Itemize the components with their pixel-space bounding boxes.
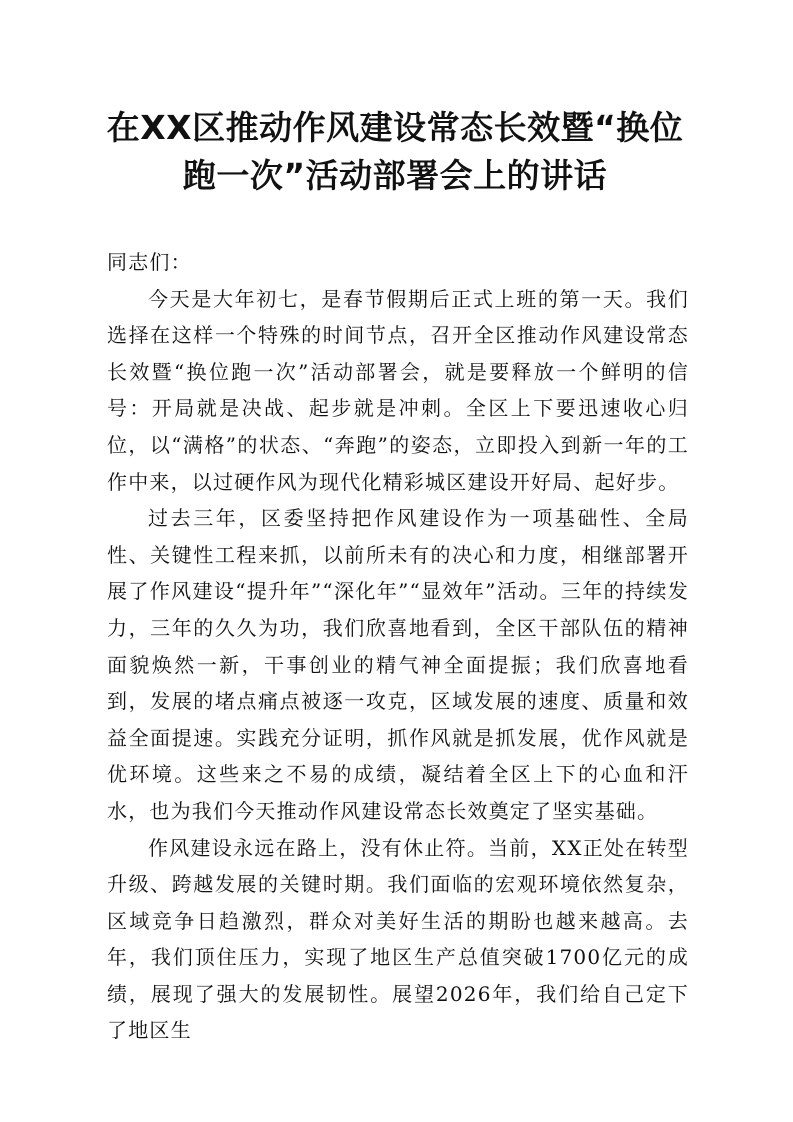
- title-line-2: 跑一次”活动部署会上的讲话: [182, 156, 608, 195]
- paragraph-3: 作风建设永远在路上，没有休止符。当前，XX正处在转型升级、跨越发展的关键时期。我们面临的宏观环境依然复杂，区域竞争日趋激烈，群众对美好生活的期盼也越来越高。去年，我们顶住压力，实现了地区生产总值突破1700亿元的成绩，展现了强大的发展韧性。展望2026年，我们给自己定下了地区生: [107, 835, 689, 1043]
- document-title: [95, 104, 695, 200]
- title-line-1: 在XX区推动作风建设常态长效暨“换位: [106, 108, 684, 147]
- salutation: 同志们：: [107, 250, 192, 274]
- document-body: [107, 244, 689, 1049]
- paragraph-1: 今天是大年初七，是春节假期后正式上班的第一天。我们选择在这样一个特殊的时间节点，召开全区推动作风建设常态长效暨“换位跑一次”活动部署会，就是要释放一个鲜明的信号：开局就是决战、起步就是冲刺。全区上下要迅速收心归位，以“满格”的状态、“奔跑”的姿态，立即投入到新一年的工作中来，以过硬作风为现代化精彩城区建设开好局、起好步。: [107, 286, 689, 494]
- paragraph-2: 过去三年，区委坚持把作风建设作为一项基础性、全局性、关键性工程来抓，以前所未有的决心和力度，相继部署开展了作风建设“提升年”“深化年”“显效年”活动。三年的持续发力，三年的久久为功，我们欣喜地看到，全区干部队伍的精神面貌焕然一新，干事创业的精气神全面提振；我们欣喜地看到，发展的堵点痛点被逐一攻克，区域发展的速度、质量和效益全面提速。实践充分证明，抓作风就是抓发展，优作风就是优环境。这些来之不易的成绩，凝结着全区上下的心血和汗水，也为我们今天推动作风建设常态长效奠定了坚实基础。: [107, 506, 689, 823]
